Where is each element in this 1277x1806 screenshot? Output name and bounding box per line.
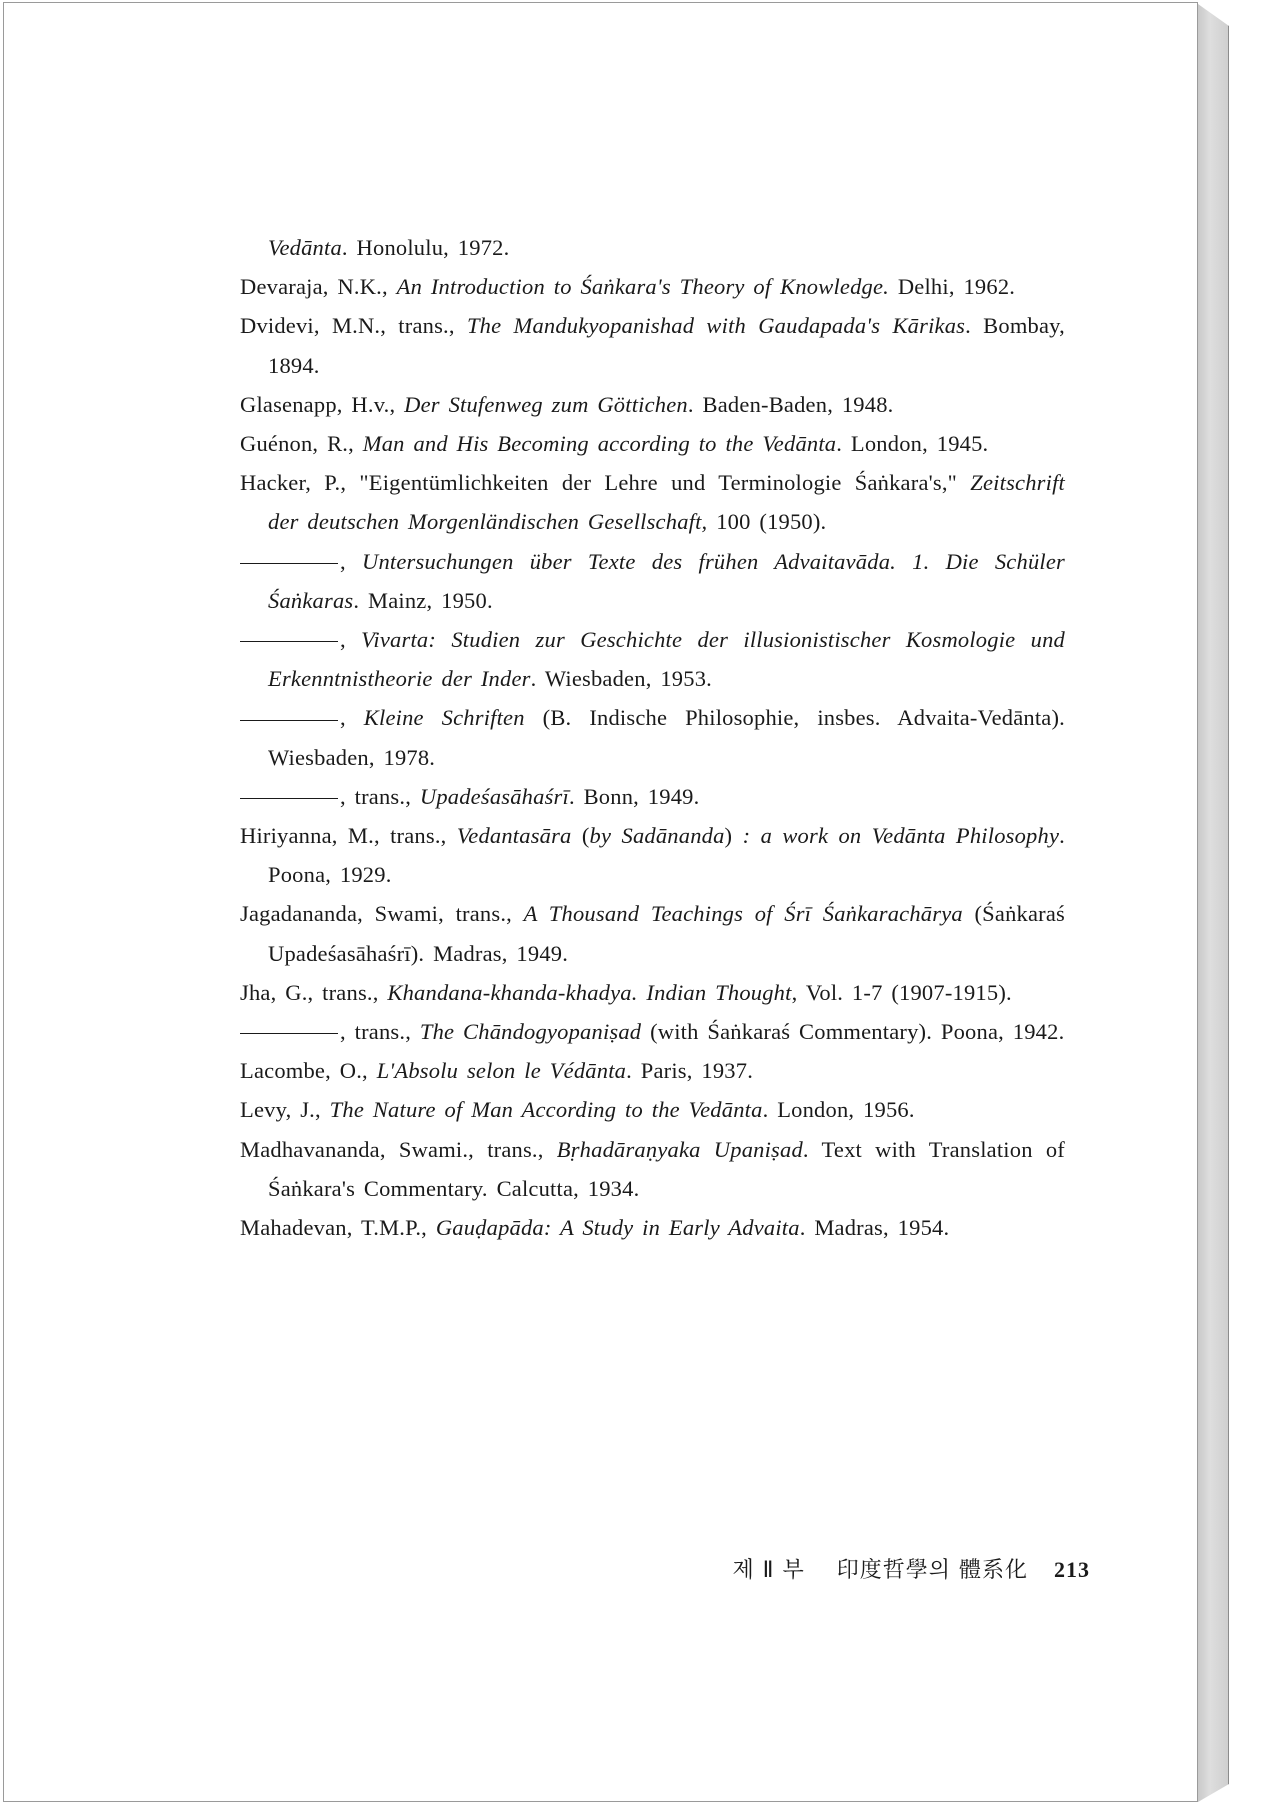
entry-title-text: An Introduction to Śaṅkara's Theory of Knowledge. <box>396 274 890 300</box>
entry-text: ( <box>571 823 590 849</box>
entry-text: Jagadananda, Swami, trans., <box>240 901 524 927</box>
bibliography-entry <box>240 267 1065 306</box>
entry-text: Jha, G., trans., <box>240 979 388 1005</box>
entry-text: . London, 1956. <box>762 1097 915 1123</box>
entry-text: Devaraja, N.K., <box>240 274 397 300</box>
entry-text: . Paris, 1937. <box>626 1058 754 1084</box>
repeat-author-dash <box>240 1033 338 1034</box>
entry-title-text: The Mandukyopanishad with Gaudapada's Kārikas <box>466 313 966 339</box>
bibliography-entry <box>240 698 1065 776</box>
bibliography-entry <box>240 894 1065 972</box>
entry-text: Glasenapp, H.v., <box>240 391 405 417</box>
repeat-author-dash <box>240 720 338 721</box>
entry-title-text: Untersuchungen über Texte des frühen Advaitavāda. 1. Die Schüler Śaṅkaras <box>268 548 1065 613</box>
bibliography-entry <box>240 1090 1065 1129</box>
entry-text: Delhi, 1962. <box>889 274 1016 300</box>
footer-title: 印度哲學의 體系化 <box>836 1558 1028 1583</box>
repeat-author-dash <box>240 798 338 799</box>
bibliography-entry <box>240 1130 1065 1208</box>
bibliography-entry <box>240 816 1065 894</box>
entry-text: (with Śaṅkaraś Commentary). Poona, 1942. <box>641 1019 1065 1045</box>
entry-text: Mahadevan, T.M.P., <box>240 1215 436 1241</box>
entry-title-text: The Nature of Man According to the Vedānta <box>329 1097 763 1123</box>
entry-title-text: Gauḍapāda: A Study in Early Advaita <box>435 1215 800 1241</box>
entry-text: . Bonn, 1949. <box>568 783 700 809</box>
repeat-author-dash <box>240 641 338 642</box>
entry-title-text: Khandana-khanda-khadya. Indian Thought <box>387 979 792 1005</box>
entry-title-text: A Thousand Teachings of Śrī Śaṅkarachārya <box>523 901 963 927</box>
entry-text: (B. Indische Philosophie, insbes. Advaita-Vedānta). Wiesbaden, 1978. <box>268 705 1065 770</box>
entry-text: Guénon, R., <box>240 431 363 457</box>
entry-title-text: Vedānta <box>268 235 342 260</box>
entry-text: Hacker, P., "Eigentümlichkeiten der Lehre und Terminologie Śaṅkara's," <box>240 470 971 496</box>
entry-text: Madhavananda, Swami., trans., <box>240 1136 557 1162</box>
entry-text: . London, 1945. <box>836 431 989 457</box>
bibliography-entry <box>240 463 1065 541</box>
entry-text: Hiriyanna, M., trans., <box>240 823 457 849</box>
entry-text: , <box>340 705 364 731</box>
entry-title-text: Vedantasāra <box>456 823 572 849</box>
bibliography-list <box>240 228 1065 1247</box>
bibliography-entry <box>240 1012 1065 1051</box>
entry-title-text: The Chāndogyopaniṣad <box>419 1019 642 1045</box>
entry-title-text: Upadeśasāhaśrī <box>419 783 569 809</box>
entry-title-text: by Sadānanda <box>589 823 725 849</box>
entry-text: (Śaṅkaraś Upadeśasāhaśrī). Madras, 1949. <box>268 901 1066 966</box>
entry-text: . Baden-Baden, 1948. <box>687 391 894 417</box>
bibliography-entry <box>240 973 1065 1012</box>
entry-title-text: Zeitschrift der deutschen Morgenländischen Gesellschaft, <box>268 470 1065 535</box>
bibliography-entry <box>240 542 1065 620</box>
bibliography-entry <box>240 424 1065 463</box>
repeat-author-dash <box>240 563 338 564</box>
running-footer <box>680 1553 1090 1584</box>
entry-title-text: L'Absolu selon le Védānta <box>376 1058 627 1084</box>
entry-text: , <box>340 548 362 574</box>
bibliography-entry <box>240 1208 1065 1247</box>
bibliography-entry <box>240 620 1065 698</box>
bibliography-entry <box>240 306 1065 384</box>
bibliography-entry <box>240 777 1065 816</box>
entry-text: Dvidevi, M.N., trans., <box>240 313 467 339</box>
entry-title-text: Bṛhadāraṇyaka Upaniṣad <box>556 1136 803 1162</box>
entry-text: , Vol. 1-7 (1907-1915). <box>791 979 1012 1005</box>
entry-text: . Text with Translation of Śaṅkara's Commentary. Calcutta, 1934. <box>268 1136 1065 1201</box>
entry-text: Levy, J., <box>240 1097 330 1123</box>
bibliography-entry <box>240 1051 1065 1090</box>
entry-text: . Bombay, 1894. <box>268 313 1065 378</box>
entry-title-text: : a work on Vedānta Philosophy <box>742 823 1060 849</box>
entry-text: . Poona, 1929. <box>268 823 1065 888</box>
entry-title-text: Der Stufenweg zum Göttichen <box>404 391 688 417</box>
entry-text: Lacombe, O., <box>240 1058 377 1084</box>
entry-text: . Mainz, 1950. <box>353 587 493 613</box>
entry-text: , trans., <box>340 783 420 809</box>
entry-title-text: Vivarta: Studien zur Geschichte der illusionistischer Kosmologie und Erkenntnistheorie der Inder <box>268 627 1065 692</box>
page-stack-edge <box>1198 4 1229 1802</box>
entry-text: . Wiesbaden, 1953. <box>530 666 712 692</box>
page-number: 213 <box>1054 1557 1090 1582</box>
bibliography-entry <box>240 385 1065 424</box>
entry-text: ) <box>724 823 743 849</box>
entry-text: , <box>340 627 362 653</box>
entry-text: , trans., <box>340 1019 420 1045</box>
entry-text: . Madras, 1954. <box>799 1215 950 1241</box>
entry-text: . Honolulu, 1972. <box>341 235 510 260</box>
entry-title-text: Man and His Becoming according to the Vedānta <box>362 431 837 457</box>
entry-text: 100 (1950). <box>707 509 827 535</box>
entry-title-text: Kleine Schriften <box>363 705 525 731</box>
footer-part: 제 Ⅱ 부 <box>732 1558 805 1583</box>
bibliography-entry <box>240 228 1065 267</box>
